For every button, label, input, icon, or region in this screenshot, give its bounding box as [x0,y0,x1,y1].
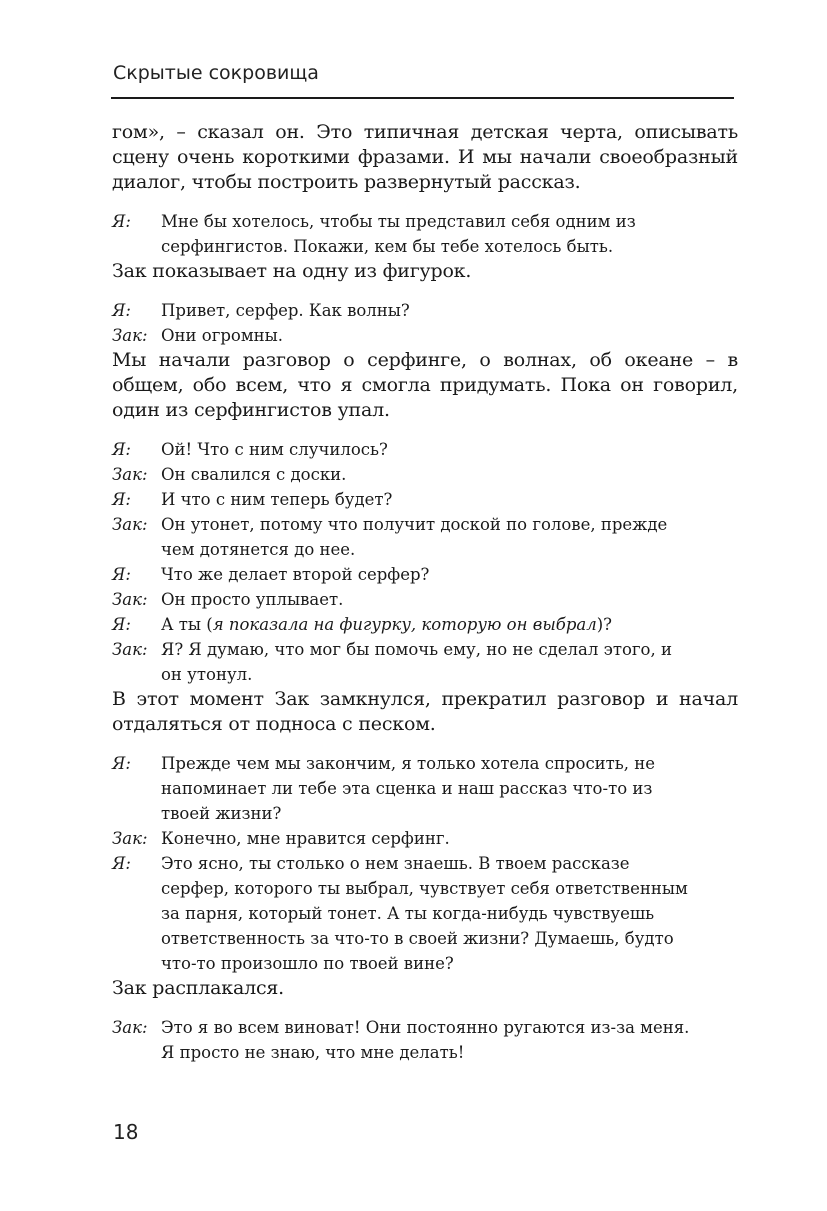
page-number: 18 [113,1120,139,1144]
speaker-label: Я: [112,212,131,231]
speech-text: Он просто уплывает. [161,590,344,609]
speaker-label: Я: [112,301,131,320]
dialog-line [112,826,738,851]
speaker-label: Я: [112,490,131,509]
dialog-line [112,487,738,512]
speech-text: Он утонет, потому что получит доской по голове, прежде чем дотянется до нее. [161,515,668,559]
speaker-label: Зак: [112,326,148,345]
dialog-line [112,323,738,348]
dialog-line [112,851,738,976]
paragraph: гом», – сказал он. Это типичная детская черта, описывать сцену очень короткими фразами. И мы начали своеобразный диалог, чтобы построить развернутый рассказ. [112,121,738,193]
dialog-block [112,751,738,976]
speech-text: Это ясно, ты столько о нем знаешь. В твоем рассказе серфер, которого ты выбрал, чувствует себя ответственным за парня, который тонет. А ты когда-нибудь чувствуешь ответственность за что-то в своей жизни? Думаешь, будто что-то произошло по твоей вине? [161,854,688,973]
header-rule [111,97,734,99]
speech-text: Он свалился с доски. [161,465,347,484]
dialog-block [112,209,738,259]
speaker-label: Зак: [112,1018,148,1037]
paragraph: Зак показывает на одну из фигурок. [112,260,472,282]
dialog-line [112,562,738,587]
paragraph: Мы начали разговор о серфинге, о волнах, об океане – в общем, обо всем, что я смогла придумать. Пока он говорил, один из серфингистов упал. [112,349,738,421]
speech-text-pre: А ты ( [161,615,213,634]
page-body [112,120,738,1065]
dialog-block [112,1015,738,1065]
dialog-block [112,437,738,687]
dialog-line [112,637,738,687]
speaker-label: Зак: [112,829,148,848]
dialog-line [112,751,738,826]
speech-text: Я? Я думаю, что мог бы помочь ему, но не сделал этого, и он утонул. [161,640,672,684]
dialog-line [112,587,738,612]
speech-text: Мне бы хотелось, чтобы ты представил себя одним из серфингистов. Покажи, кем бы тебе хотелось быть. [161,212,636,256]
speaker-label: Я: [112,754,131,773]
paragraph: В этот момент Зак замкнулся, прекратил разговор и начал отдаляться от подноса с песком. [112,688,738,735]
speaker-label: Зак: [112,465,148,484]
dialog-line [112,298,738,323]
dialog-line [112,209,738,259]
running-header: Скрытые сокровища [113,62,319,84]
dialog-line [112,612,738,637]
dialog-line [112,462,738,487]
speech-text [161,612,738,637]
speech-text: Они огромны. [161,326,284,345]
speaker-label: Я: [112,615,131,634]
speech-text: Прежде чем мы закончим, я только хотела спросить, не напоминает ли тебе эта сценка и наш рассказ что-то из твоей жизни? [161,754,656,823]
paragraph: Зак расплакался. [112,977,285,999]
dialog-line [112,437,738,462]
stage-direction: я показала на фигурку, которую он выбрал [212,615,597,634]
speaker-label: Зак: [112,590,148,609]
speaker-label: Зак: [112,640,148,659]
speaker-label: Я: [112,565,131,584]
speech-text-post: )? [596,615,613,634]
speech-text: Конечно, мне нравится серфинг. [161,829,450,848]
speech-text: Ой! Что с ним случилось? [161,440,388,459]
dialog-line [112,512,738,562]
speaker-label: Зак: [112,515,148,534]
speech-text: И что с ним теперь будет? [161,490,393,509]
speaker-label: Я: [112,440,131,459]
speech-text: Привет, серфер. Как волны? [161,301,410,320]
speech-text: Это я во всем виноват! Они постоянно ругаются из-за меня. Я просто не знаю, что мне делать! [161,1018,690,1062]
speech-text: Что же делает второй серфер? [161,565,430,584]
dialog-line [112,1015,738,1065]
speaker-label: Я: [112,854,131,873]
dialog-block [112,298,738,348]
